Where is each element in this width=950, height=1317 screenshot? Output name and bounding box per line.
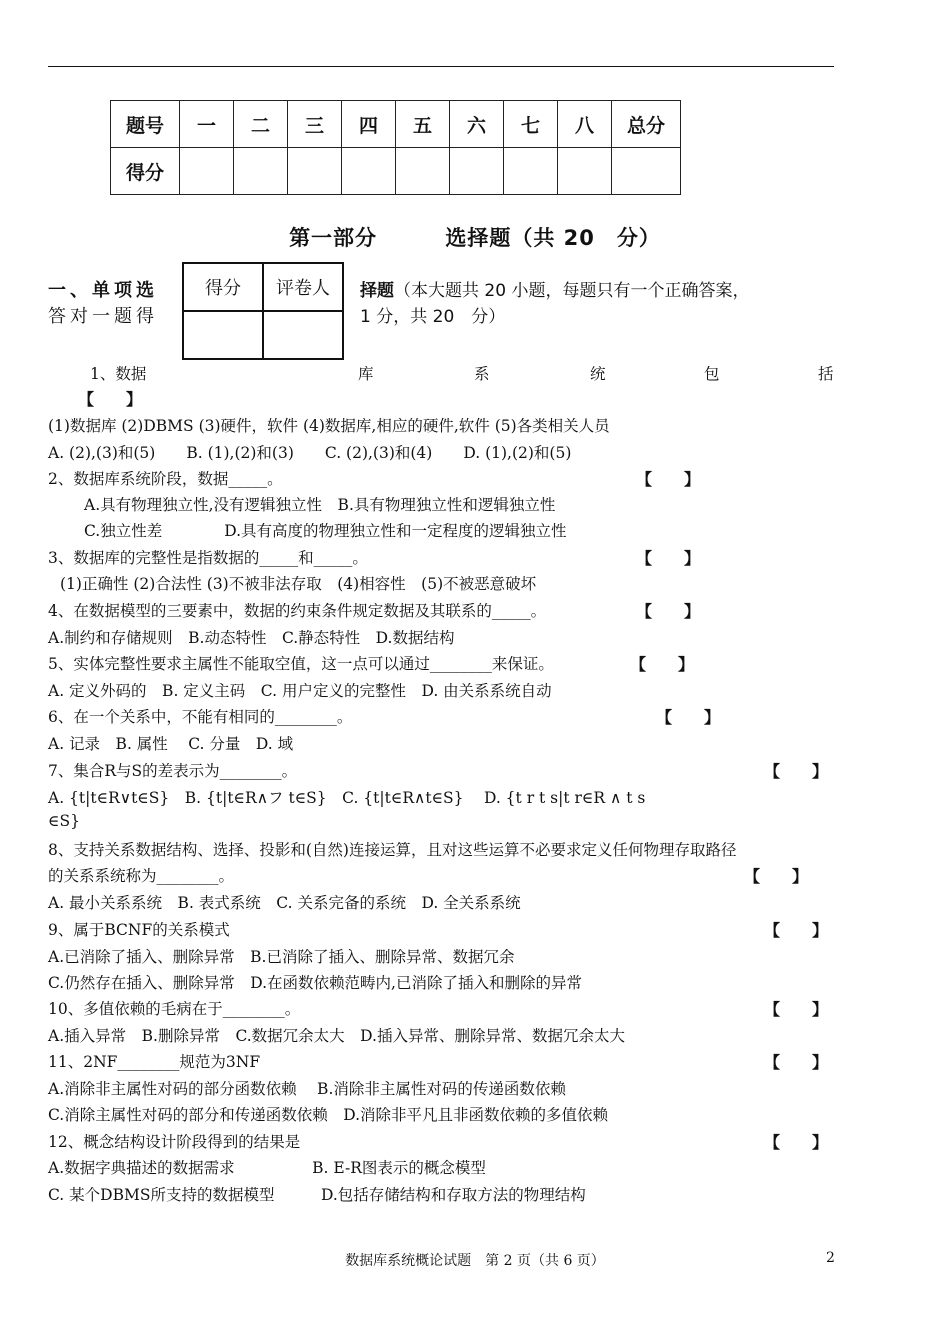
- answer-bracket: 【 】: [764, 762, 829, 781]
- q8-stem: 8、支持关系数据结构、选择、投影和(自然)连接运算，且对这些运算不必要求定义任何物理存取路径: [48, 841, 737, 859]
- score-header-cell: 三: [288, 101, 342, 148]
- section-heading-right: [360, 278, 840, 330]
- score-cell: [396, 148, 450, 195]
- score-header-cell: 五: [396, 101, 450, 148]
- q1-word: 括: [818, 365, 834, 383]
- q7-choices-cont: ∈S}: [48, 812, 80, 830]
- page-footer: 数据库系统概论试题 第 2 页（共 6 页）: [345, 1253, 605, 1269]
- answer-bracket: 【 】: [78, 390, 143, 409]
- answer-bracket: 【 】: [630, 655, 695, 674]
- section-heading-rest: （本大题共 20 小题，每题只有一个正确答案，: [394, 281, 750, 301]
- q2-choices: A.具有物理独立性,没有逻辑独立性 B.具有物理独立性和逻辑独立性: [84, 496, 556, 514]
- section-heading-bold: 择题: [360, 281, 394, 301]
- q9-choices: A.已消除了插入、删除异常 B.已消除了插入、删除异常、数据冗余: [48, 948, 515, 966]
- score-cell: [558, 148, 612, 195]
- q11-stem: 11、2NF________规范为3NF: [48, 1053, 261, 1071]
- q9-stem: 9、属于BCNF的关系模式: [48, 921, 230, 939]
- score-table-header-row: [111, 101, 681, 148]
- header-rule: [48, 66, 834, 67]
- q9-choices: C.仍然存在插入、删除异常 D.在函数依赖范畴内,已消除了插入和删除的异常: [48, 974, 582, 992]
- score-cell: [342, 148, 396, 195]
- grader-person-cell: [263, 311, 343, 359]
- score-header-cell: 二: [234, 101, 288, 148]
- score-header-cell: 八: [558, 101, 612, 148]
- q5-stem: 5、实体完整性要求主属性不能取空值，这一点可以通过________来保证。: [48, 655, 554, 673]
- score-row-label: 得分: [111, 148, 180, 195]
- grader-table: [182, 262, 344, 360]
- q5-choices: A. 定义外码的 B. 定义主码 C. 用户定义的完整性 D. 由关系系统自动: [48, 682, 552, 700]
- score-header-cell: 六: [450, 101, 504, 148]
- q2-choices: C.独立性差 D.具有高度的物理独立性和一定程度的逻辑独立性: [84, 522, 567, 540]
- q11-choices: C.消除主属性对码的部分和传递函数依赖 D.消除非平凡且非函数依赖的多值依赖: [48, 1106, 609, 1124]
- q3-stem: 3、数据库的完整性是指数据的_____和_____。: [48, 549, 368, 567]
- q6-choices: A. 记录 B. 属性 C. 分量 D. 域: [48, 735, 294, 753]
- q1-word: 统: [590, 365, 606, 383]
- answer-bracket: 【 】: [656, 708, 721, 727]
- q8-choices: A. 最小关系系统 B. 表式系统 C. 关系完备的系统 D. 全关系系统: [48, 894, 521, 912]
- grader-person-label: 评卷人: [263, 263, 343, 311]
- q10-stem: 10、多值依赖的毛病在于________。: [48, 1000, 301, 1018]
- page-number: 2: [826, 1250, 835, 1266]
- q4-stem: 4、在数据模型的三要素中，数据的约束条件规定数据及其联系的_____。: [48, 602, 547, 620]
- section-heading-line1: 一、单项选: [48, 280, 158, 301]
- part-title-left: 第一部分: [289, 226, 378, 250]
- q7-stem: 7、集合R与S的差表示为________。: [48, 762, 298, 780]
- q6-stem: 6、在一个关系中，不能有相同的________。: [48, 708, 353, 726]
- score-cell: [234, 148, 288, 195]
- score-cell: [450, 148, 504, 195]
- q12-choices: A.数据字典描述的数据需求 B. E-R图表示的概念模型: [48, 1159, 486, 1177]
- answer-bracket: 【 】: [636, 470, 701, 489]
- q11-choices: A.消除非主属性对码的部分函数依赖 B.消除非主属性对码的传递函数依赖: [48, 1080, 566, 1098]
- answer-bracket: 【 】: [764, 1000, 829, 1019]
- q1-word: 库: [358, 365, 374, 383]
- q4-choices: A.制约和存储规则 B.动态特性 C.静态特性 D.数据结构: [48, 629, 455, 647]
- q7-choices: A. {t|t∈R∨t∈S} B. {t|t∈R∧フ t∈S} C. {t|t∈R∧t∈S} D. {t r t s|t r∈R ∧ t s: [48, 789, 646, 807]
- score-cell: [612, 148, 681, 195]
- q1-choices: A. (2),(3)和(5) B. (1),(2)和(3) C. (2),(3)和(4) D. (1),(2)和(5): [48, 444, 572, 462]
- score-header-cell: 七: [504, 101, 558, 148]
- score-header-cell: 题号: [111, 101, 180, 148]
- score-cell: [180, 148, 234, 195]
- answer-bracket: 【 】: [744, 867, 809, 886]
- grader-score-cell: [183, 311, 263, 359]
- score-table: [110, 100, 681, 195]
- answer-bracket: 【 】: [636, 602, 701, 621]
- answer-bracket: 【 】: [636, 549, 701, 568]
- score-cell: [504, 148, 558, 195]
- answer-bracket: 【 】: [764, 1053, 829, 1072]
- q10-choices: A.插入异常 B.删除异常 C.数据冗余太大 D.插入异常、删除异常、数据冗余太大: [48, 1027, 625, 1045]
- section-heading-line2-right: 1 分，共 20 分）: [360, 307, 506, 327]
- answer-bracket: 【 】: [764, 1133, 829, 1152]
- grader-score-label: 得分: [183, 263, 263, 311]
- q1-word: 包: [704, 365, 720, 383]
- part-title-right: 选择题（共 20 分）: [445, 226, 661, 250]
- section-heading-line2: 答对一题得: [48, 306, 158, 327]
- part-title: [0, 222, 950, 252]
- answer-bracket: 【 】: [764, 921, 829, 940]
- q1-word: 系: [474, 365, 490, 383]
- section-heading-left: [48, 278, 172, 330]
- q12-choices: C. 某个DBMS所支持的数据模型 D.包括存储结构和存取方法的物理结构: [48, 1186, 586, 1204]
- q1-options: (1)数据库 (2)DBMS (3)硬件，软件 (4)数据库,相应的硬件,软件 (5)各类相关人员: [48, 417, 610, 435]
- q3-choices: (1)正确性 (2)合法性 (3)不被非法存取 (4)相容性 (5)不被恶意破坏: [60, 575, 537, 593]
- q1-word: 1、数据: [90, 365, 147, 383]
- q8-stem-cont: 的关系系统称为________。: [48, 867, 235, 885]
- score-header-cell: 总分: [612, 101, 681, 148]
- score-header-cell: 一: [180, 101, 234, 148]
- q2-stem: 2、数据库系统阶段，数据_____。: [48, 470, 283, 488]
- score-header-cell: 四: [342, 101, 396, 148]
- score-table-score-row: [111, 148, 681, 195]
- score-cell: [288, 148, 342, 195]
- q12-stem: 12、概念结构设计阶段得到的结果是: [48, 1133, 301, 1151]
